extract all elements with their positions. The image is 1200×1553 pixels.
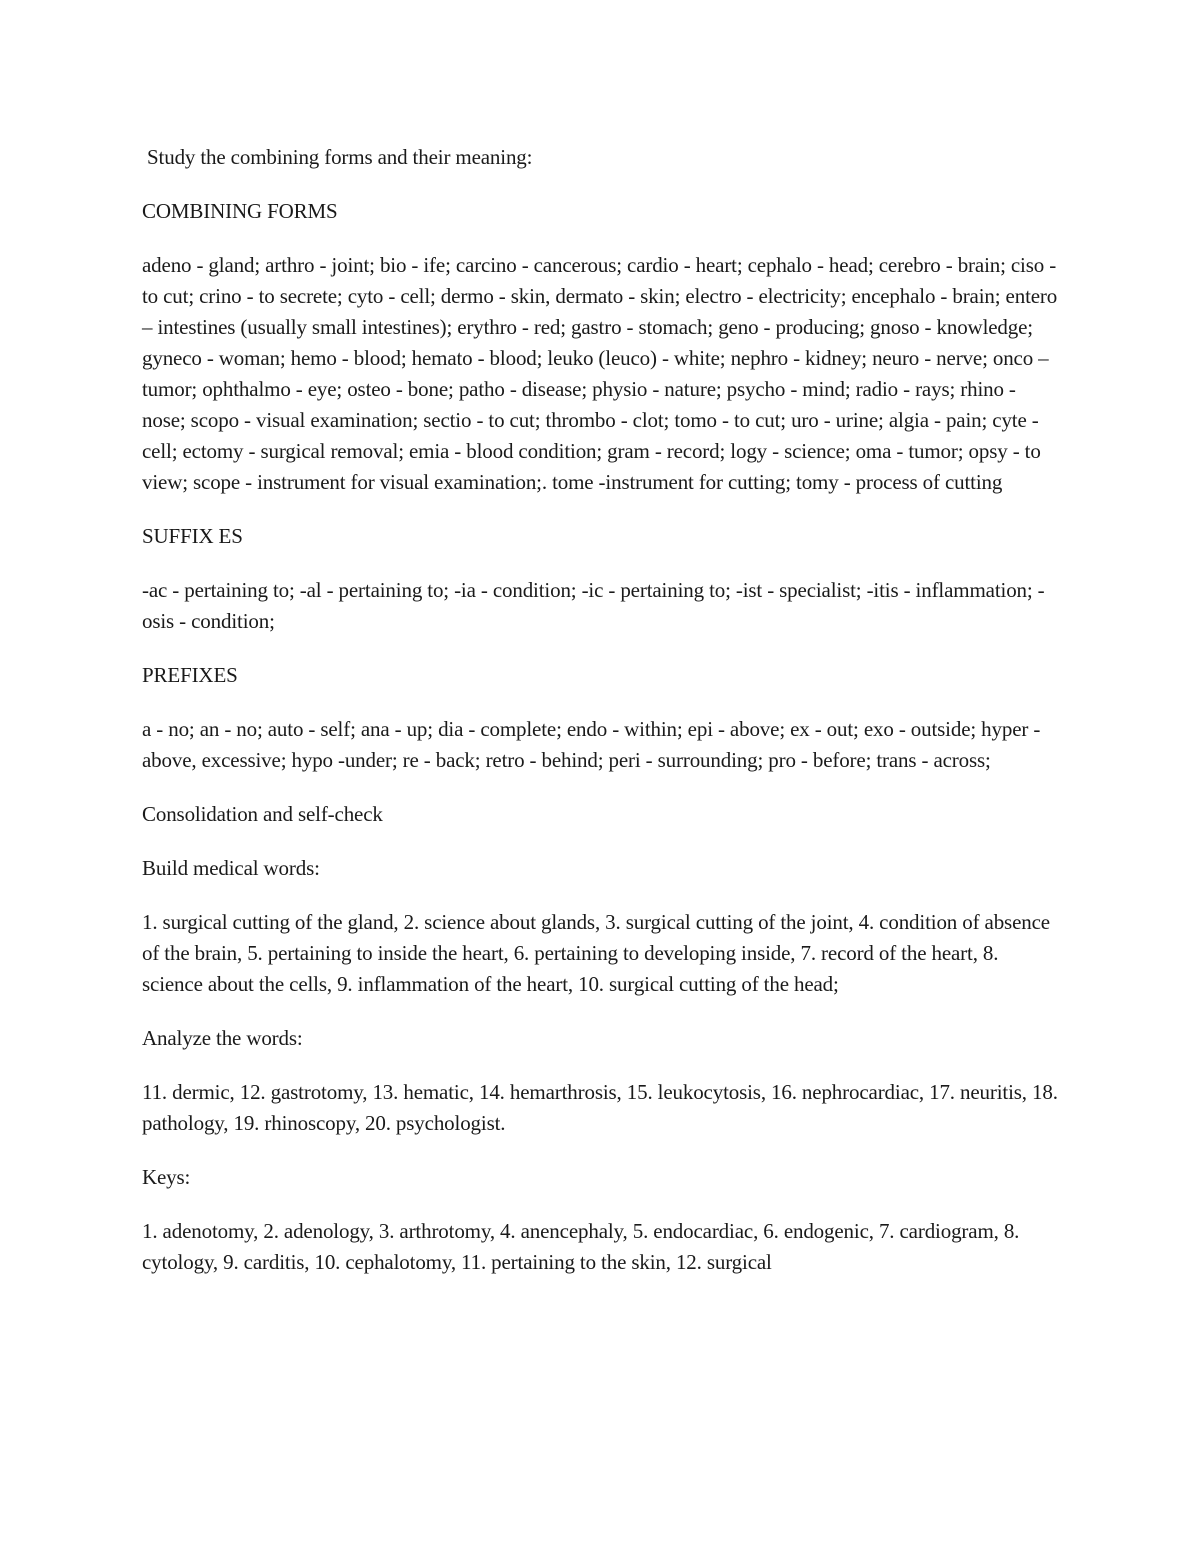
analyze-words-heading: Analyze the words: [142, 1026, 303, 1050]
suffixes-heading: SUFFIX ES [142, 524, 243, 548]
intro-text: Study the combining forms and their meaning: [147, 145, 533, 169]
keys-heading: Keys: [142, 1165, 191, 1189]
combining-forms-heading: COMBINING FORMS [142, 199, 338, 223]
combining-forms-paragraph: adeno - gland; arthro - joint; bio - ife; carcino - cancerous; cardio - heart; cephalo - head; cerebro - brain; ciso - to cut; crino - to secrete; cyto - cell; dermo - skin, dermato - skin; electro - electricity; encephalo - brain; entero – intestines (usually small intestines); erythro - red; gastro - stomach; geno - producing; gnoso - knowledge; gyneco - woman; hemo - blood; hemato - blood; leuko (leuco) - white; nephro - kidney; neuro - nerve; onco – tumor; ophthalmo - eye; osteo - bone; patho - disease; physio - nature; psycho - mind; radio - rays; rhino - nose; scopo - visual examination; sectio - to cut; thrombo - clot; tomo - to cut; uro - urine; algia - pain; cyte - cell; ectomy - surgical removal; emia - blood condition; gram - record; logy - science; oma - tumor; opsy - to view; scope - instrument for visual examination;. tome -instrument for cutting; tomy - process of cutting [142, 253, 1058, 494]
keys-paragraph: 1. adenotomy, 2. adenology, 3. arthrotomy, 4. anencephaly, 5. endocardiac, 6. endogenic, 7. cardiogram, 8. cytology, 9. carditis, 10. cephalotomy, 11. pertaining to the skin, 12. surgical [142, 1219, 1020, 1274]
build-words-paragraph: 1. surgical cutting of the gland, 2. science about glands, 3. surgical cutting of the joint, 4. condition of absence of the brain, 5. pertaining to inside the heart, 6. pertaining to developing inside, 7. record of the heart, 8. science about the cells, 9. inflammation of the heart, 10. surgical cutting of the head; [142, 910, 1050, 996]
prefixes-paragraph: a - no; an - no; auto - self; ana - up; dia - complete; endo - within; epi - above; ex - out; exo - outside; hyper - above, excessive; hypo -under; re - back; retro - behind; peri - surrounding; pro - before; trans - across; [142, 717, 1041, 772]
prefixes-heading: PREFIXES [142, 663, 238, 687]
document-body [142, 142, 1062, 1301]
suffixes-paragraph: -ac - pertaining to; -al - pertaining to; -ia - condition; -ic - pertaining to; -ist - specialist; -itis - inflammation; -osis - condition; [142, 578, 1045, 633]
analyze-words-paragraph: 11. dermic, 12. gastrotomy, 13. hematic, 14. hemarthrosis, 15. leukocytosis, 16. nephrocardiac, 17. neuritis, 18. pathology, 19. rhinoscopy, 20. psychologist. [142, 1080, 1058, 1135]
build-words-heading: Build medical words: [142, 856, 320, 880]
consolidation-heading: Consolidation and self-check [142, 802, 383, 826]
